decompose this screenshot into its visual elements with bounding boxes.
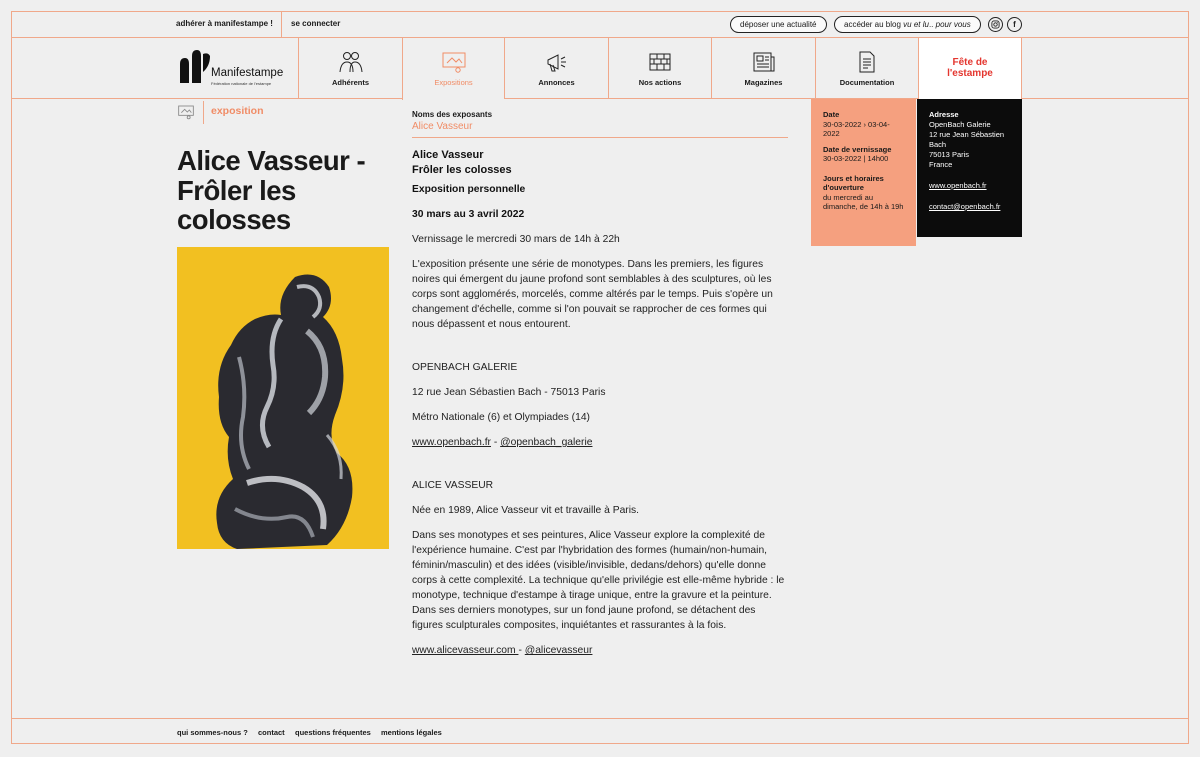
footer <box>11 718 1189 744</box>
nav-fete-estampe[interactable] <box>918 38 1022 99</box>
join-link[interactable]: adhérer à manifestampe ! <box>176 19 273 28</box>
vernissage-value: 30-03-2022 | 14h00 <box>823 154 889 163</box>
nav-label-nos-actions: Nos actions <box>638 78 682 87</box>
exhibition-type: Exposition personnelle <box>412 184 526 195</box>
nav-nos-actions[interactable] <box>608 38 711 99</box>
artist-website-link[interactable]: www.alicevasseur.com <box>412 645 519 656</box>
nav-label-adherents: Adhérents <box>331 78 370 87</box>
address-card <box>917 99 1022 237</box>
gallery-links-sep: - <box>491 437 501 448</box>
fete-line-2: l'estampe <box>947 68 993 79</box>
exhibition-icon <box>177 104 195 120</box>
body-heading-1: Alice Vasseur <box>412 149 484 161</box>
nav-expositions[interactable] <box>402 38 504 100</box>
facebook-icon[interactable]: f <box>1007 17 1022 32</box>
bricks-icon <box>647 50 673 74</box>
vernissage-label: Date de vernissage <box>823 144 892 154</box>
logo[interactable] <box>179 50 299 90</box>
footer-faq-link[interactable]: questions fréquentes <box>295 728 371 737</box>
footer-contact-link[interactable]: contact <box>258 728 285 737</box>
divider <box>412 137 788 138</box>
topbar-divider <box>281 11 282 37</box>
hours-label: Jours et horaires d'ouverture <box>823 173 884 192</box>
gallery-links <box>412 435 788 450</box>
address-line-3: 75013 Paris <box>929 150 970 159</box>
address-website-link[interactable]: www.openbach.fr <box>929 181 987 190</box>
nav-label-documentation: Documentation <box>839 78 895 87</box>
address-line-1: OpenBach Galerie <box>929 120 991 129</box>
address-line-2: 12 rue Jean Sébastien Bach <box>929 130 1005 149</box>
top-bar <box>11 11 1189 38</box>
page-title: Alice Vasseur - Frôler les colosses <box>177 145 366 235</box>
blog-italic-1: vu et lu <box>903 20 929 29</box>
post-news-button[interactable]: déposer une actualité <box>730 16 827 33</box>
footer-legal-link[interactable]: mentions légales <box>381 728 442 737</box>
logo-tagline: Fédération nationale de l'estampe <box>211 81 272 86</box>
nav-label-annonces: Annonces <box>538 78 575 87</box>
login-link[interactable]: se connecter <box>291 19 341 28</box>
exhibition-icon <box>441 50 467 74</box>
exhibitors-label: Noms des exposants <box>412 110 493 119</box>
date-card <box>811 99 916 246</box>
description-text: L'exposition présente une série de monotypes. Dans les premiers, les figures noires qui émergent du jaune profond sont semblables à des sculptures, où les corps sont agglomérés, morcelés, comme altérés par le temps. Puis s'opère un changement d'échelle, comme si l'on pouvait se rapprocher de ces formes qui nous dépassent et nous entourent. <box>412 259 773 330</box>
address-label: Adresse <box>929 110 959 119</box>
blog-button[interactable] <box>834 16 981 33</box>
artist-links <box>412 643 788 658</box>
vernissage-text: Vernissage le mercredi 30 mars de 14h à 22h <box>412 234 620 245</box>
artist-heading: ALICE VASSEUR <box>412 480 494 491</box>
instagram-icon[interactable] <box>988 17 1003 32</box>
nav-label-magazines: Magazines <box>744 78 783 87</box>
blog-prefix: accéder au blog <box>844 20 904 29</box>
gallery-address: 12 rue Jean Sébastien Bach - 75013 Paris <box>412 387 606 398</box>
section-tag-label: exposition <box>211 105 264 117</box>
artist-born: Née en 1989, Alice Vasseur vit et travaille à Paris. <box>412 505 640 516</box>
nav-annonces[interactable] <box>504 38 608 99</box>
magazine-icon <box>751 50 777 74</box>
gallery-instagram-link[interactable]: @openbach_galerie <box>500 437 593 448</box>
nav-adherents[interactable] <box>298 38 402 99</box>
artwork-image <box>177 247 389 549</box>
artist-links-sep: - <box>518 645 525 656</box>
nav-documentation[interactable] <box>815 38 918 99</box>
address-line-4: France <box>929 160 953 169</box>
section-tag-divider <box>203 101 204 124</box>
logo-mark-icon <box>179 50 211 84</box>
footer-about-link[interactable]: qui sommes-nous ? <box>177 728 248 737</box>
gallery-website-link[interactable]: www.openbach.fr <box>412 437 491 448</box>
hours-value: du mercredi au dimanche, de 14h à 19h <box>823 192 904 211</box>
gallery-metro: Métro Nationale (6) et Olympiades (14) <box>412 412 590 423</box>
exhibitors-names: Alice Vasseur <box>412 121 473 132</box>
address-email-link[interactable]: contact@openbach.fr <box>929 202 1001 211</box>
body-heading-2: Frôler les colosses <box>412 164 512 176</box>
logo-name: Manifestampe <box>211 67 284 79</box>
date-value: 30-03-2022 › 03-04-2022 <box>823 119 890 138</box>
main-content <box>412 110 788 658</box>
people-icon <box>338 50 364 74</box>
main-nav <box>11 38 1189 99</box>
artist-instagram-link[interactable]: @alicevasseur <box>524 645 593 656</box>
megaphone-icon <box>544 50 570 74</box>
artist-bio: Dans ses monotypes et ses peintures, Alice Vasseur explore la complexité de l'expérience humaine. C'est par l'hybridation des formes (humain/non-humain, féminin/masculin) et des idées (visible/invisible, dedans/dehors) qu'elle donne corps à cette complexité. La technique qu'elle privilégie est elle-même hybride : le monotype, technique d'estampe à tirage unique, entre la gravure et la peinture. Dans ses derniers monotypes, sur un fond jaune profond, se détachent des figures sculpturales composites, inquiétantes et rassurantes à la fois. <box>412 530 785 631</box>
document-icon <box>854 50 880 74</box>
nav-magazines[interactable] <box>711 38 815 99</box>
blog-mid: .. <box>928 20 936 29</box>
nav-label-fete <box>919 57 1021 79</box>
date-label: Date <box>823 110 840 119</box>
gallery-name: OPENBACH GALERIE <box>412 362 518 373</box>
blog-italic-2: pour vous <box>935 20 971 29</box>
nav-label-expositions: Expositions <box>434 78 473 87</box>
exhibition-dates: 30 mars au 3 avril 2022 <box>412 209 525 220</box>
fete-line-1: Fête de <box>952 57 988 68</box>
